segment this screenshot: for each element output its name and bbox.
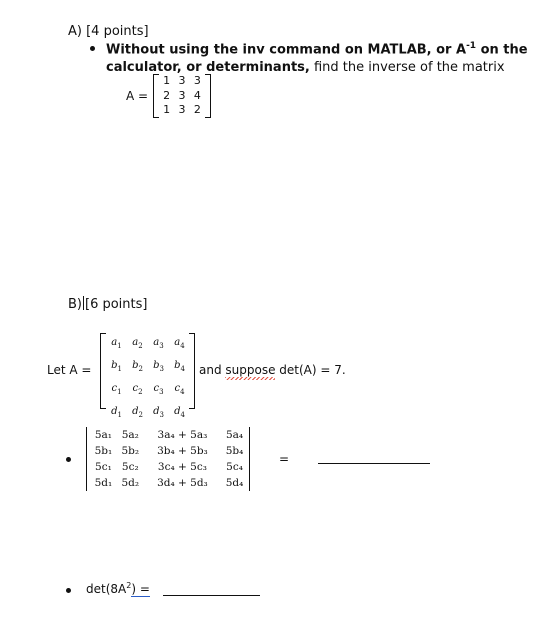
matrix-a-cell: 3 xyxy=(193,74,201,87)
symbolic-matrix-cell xyxy=(148,356,169,379)
entry-letter: b xyxy=(153,360,160,371)
entry-subscript: 1 xyxy=(117,365,122,373)
instruction-sup: -1 xyxy=(466,41,477,51)
suppose-text xyxy=(199,363,346,377)
determinant-row xyxy=(90,475,248,491)
part-b-prefix: B) xyxy=(68,297,82,312)
determinant-cell: 5c₂ xyxy=(121,461,139,473)
determinant-matrix xyxy=(86,427,250,491)
symbolic-matrix-cell xyxy=(148,333,169,356)
symbolic-matrix-cell xyxy=(169,379,190,402)
symbolic-matrix-cell xyxy=(169,402,190,425)
det-equals: = xyxy=(279,452,290,466)
det8-closing xyxy=(131,582,150,597)
matrix-a-cell: 3 xyxy=(178,103,186,116)
matrix-a-cell: 1 xyxy=(163,103,171,116)
entry-letter: b xyxy=(174,360,181,371)
determinant-cell: 5d₄ xyxy=(225,477,244,489)
entry-letter: d xyxy=(111,406,118,417)
matrix-a-cell: 2 xyxy=(193,103,201,116)
determinant-cell: 5b₁ xyxy=(94,445,113,457)
entry-subscript: 4 xyxy=(180,342,185,350)
symbolic-matrix-cell xyxy=(148,379,169,402)
instruction-bold-1: Without using the inv command on MATLAB, or A xyxy=(106,42,467,58)
entry-subscript: 4 xyxy=(180,365,185,373)
symbolic-matrix-row xyxy=(106,379,190,402)
determinant-cell: 5a₂ xyxy=(121,429,139,441)
suppose-and: and xyxy=(199,363,226,377)
symbolic-matrix-cell xyxy=(106,402,127,425)
det8-answer-blank[interactable] xyxy=(163,595,260,596)
matrix-a-row xyxy=(159,103,205,118)
entry-subscript: 1 xyxy=(117,388,122,396)
determinant-cell: 5c₄ xyxy=(226,461,243,473)
det8-expression xyxy=(86,581,150,596)
entry-subscript: 1 xyxy=(117,411,122,419)
symbolic-matrix-cell xyxy=(148,402,169,425)
entry-letter: c xyxy=(132,383,139,394)
determinant-row xyxy=(90,427,248,443)
entry-subscript: 1 xyxy=(117,342,122,350)
determinant-cell: 3a₄ + 5a₃ xyxy=(157,429,208,441)
matrix-a-cell: 3 xyxy=(178,74,186,87)
suppose-det: det(A) = 7. xyxy=(275,363,346,377)
determinant-cell: 5b₄ xyxy=(225,445,244,457)
determinant-cell: 5d₂ xyxy=(121,477,140,489)
matrix-a-cell: 4 xyxy=(193,88,201,102)
determinant-row xyxy=(90,459,248,475)
det8-paren: ) xyxy=(131,582,137,596)
bullet-det xyxy=(66,457,71,462)
entry-subscript: 3 xyxy=(159,411,164,419)
matrix-a-label: A = xyxy=(126,89,149,103)
entry-letter: a xyxy=(132,337,139,348)
entry-letter: c xyxy=(153,383,160,394)
matrix-a-cell: 1 xyxy=(163,74,171,87)
entry-letter: a xyxy=(174,337,181,348)
instruction-bold-3: calculator, or determinants, xyxy=(106,60,310,75)
part-b-header xyxy=(68,296,147,312)
entry-subscript: 2 xyxy=(138,365,143,373)
suppose-word-text: suppose xyxy=(225,363,276,377)
entry-subscript: 2 xyxy=(138,342,143,350)
determinant-cell: 5a₄ xyxy=(225,429,244,441)
symbolic-matrix-row xyxy=(106,356,190,379)
entry-subscript: 3 xyxy=(159,342,164,350)
symbolic-matrix-row xyxy=(106,402,190,425)
part-b-points: [6 points] xyxy=(85,297,148,312)
entry-letter: a xyxy=(153,337,160,348)
symbolic-matrix xyxy=(100,333,195,419)
entry-subscript: 4 xyxy=(180,411,185,419)
det8-eq: = xyxy=(136,582,150,596)
entry-letter: b xyxy=(132,360,139,371)
determinant-cell: 3c₄ + 5c₃ xyxy=(157,461,207,473)
symbolic-matrix-cell xyxy=(127,333,148,356)
entry-letter: c xyxy=(111,383,118,394)
entry-letter: d xyxy=(153,406,160,417)
symbolic-matrix-cell xyxy=(106,379,127,402)
entry-subscript: 3 xyxy=(159,388,164,396)
symbolic-matrix-cell xyxy=(127,402,148,425)
determinant-cell: 5d₁ xyxy=(94,477,113,489)
determinant-cell: 5c₁ xyxy=(95,461,112,473)
matrix-a-row xyxy=(159,89,205,104)
symbolic-matrix-cell xyxy=(169,356,190,379)
entry-subscript: 4 xyxy=(180,388,185,396)
bullet-a xyxy=(90,46,95,51)
instruction-tail: find the inverse of the matrix xyxy=(309,60,505,75)
entry-subscript: 2 xyxy=(138,411,143,419)
part-a-header: A) [4 points] xyxy=(68,24,149,39)
matrix-a-cell: 2 xyxy=(163,88,171,102)
matrix-a-cell: 3 xyxy=(178,88,186,102)
matrix-a-row xyxy=(159,74,205,89)
suppose-word xyxy=(225,363,275,377)
symbolic-matrix-cell xyxy=(127,356,148,379)
symbolic-matrix-cell xyxy=(127,379,148,402)
entry-letter: c xyxy=(174,383,181,394)
symbolic-matrix-cell xyxy=(169,333,190,356)
spellcheck-underline xyxy=(225,377,275,380)
symbolic-matrix-cell xyxy=(106,333,127,356)
determinant-cell: 5b₂ xyxy=(121,445,140,457)
entry-subscript: 2 xyxy=(138,388,143,396)
determinant-row xyxy=(90,443,248,459)
det8-part1: det(8A xyxy=(86,582,127,596)
matrix-a xyxy=(153,74,211,118)
symbolic-matrix-row xyxy=(106,333,190,356)
bullet-det8 xyxy=(66,588,71,593)
part-a-instruction-line1 xyxy=(106,41,528,57)
entry-letter: a xyxy=(111,337,118,348)
determinant-cell: 3b₄ + 5b₃ xyxy=(157,445,208,457)
entry-letter: d xyxy=(174,406,181,417)
let-a-label: Let A = xyxy=(47,363,92,377)
instruction-bold-2: on the xyxy=(476,42,528,58)
entry-letter: d xyxy=(132,406,139,417)
det8-sup: 2 xyxy=(126,581,132,590)
determinant-cell: 5a₁ xyxy=(94,429,113,441)
entry-subscript: 3 xyxy=(159,365,164,373)
det-answer-blank[interactable] xyxy=(318,463,430,464)
symbolic-matrix-cell xyxy=(106,356,127,379)
part-a-instruction-line2 xyxy=(106,60,505,75)
entry-letter: b xyxy=(111,360,118,371)
determinant-cell: 3d₄ + 5d₃ xyxy=(157,477,208,489)
text-cursor xyxy=(83,296,84,310)
